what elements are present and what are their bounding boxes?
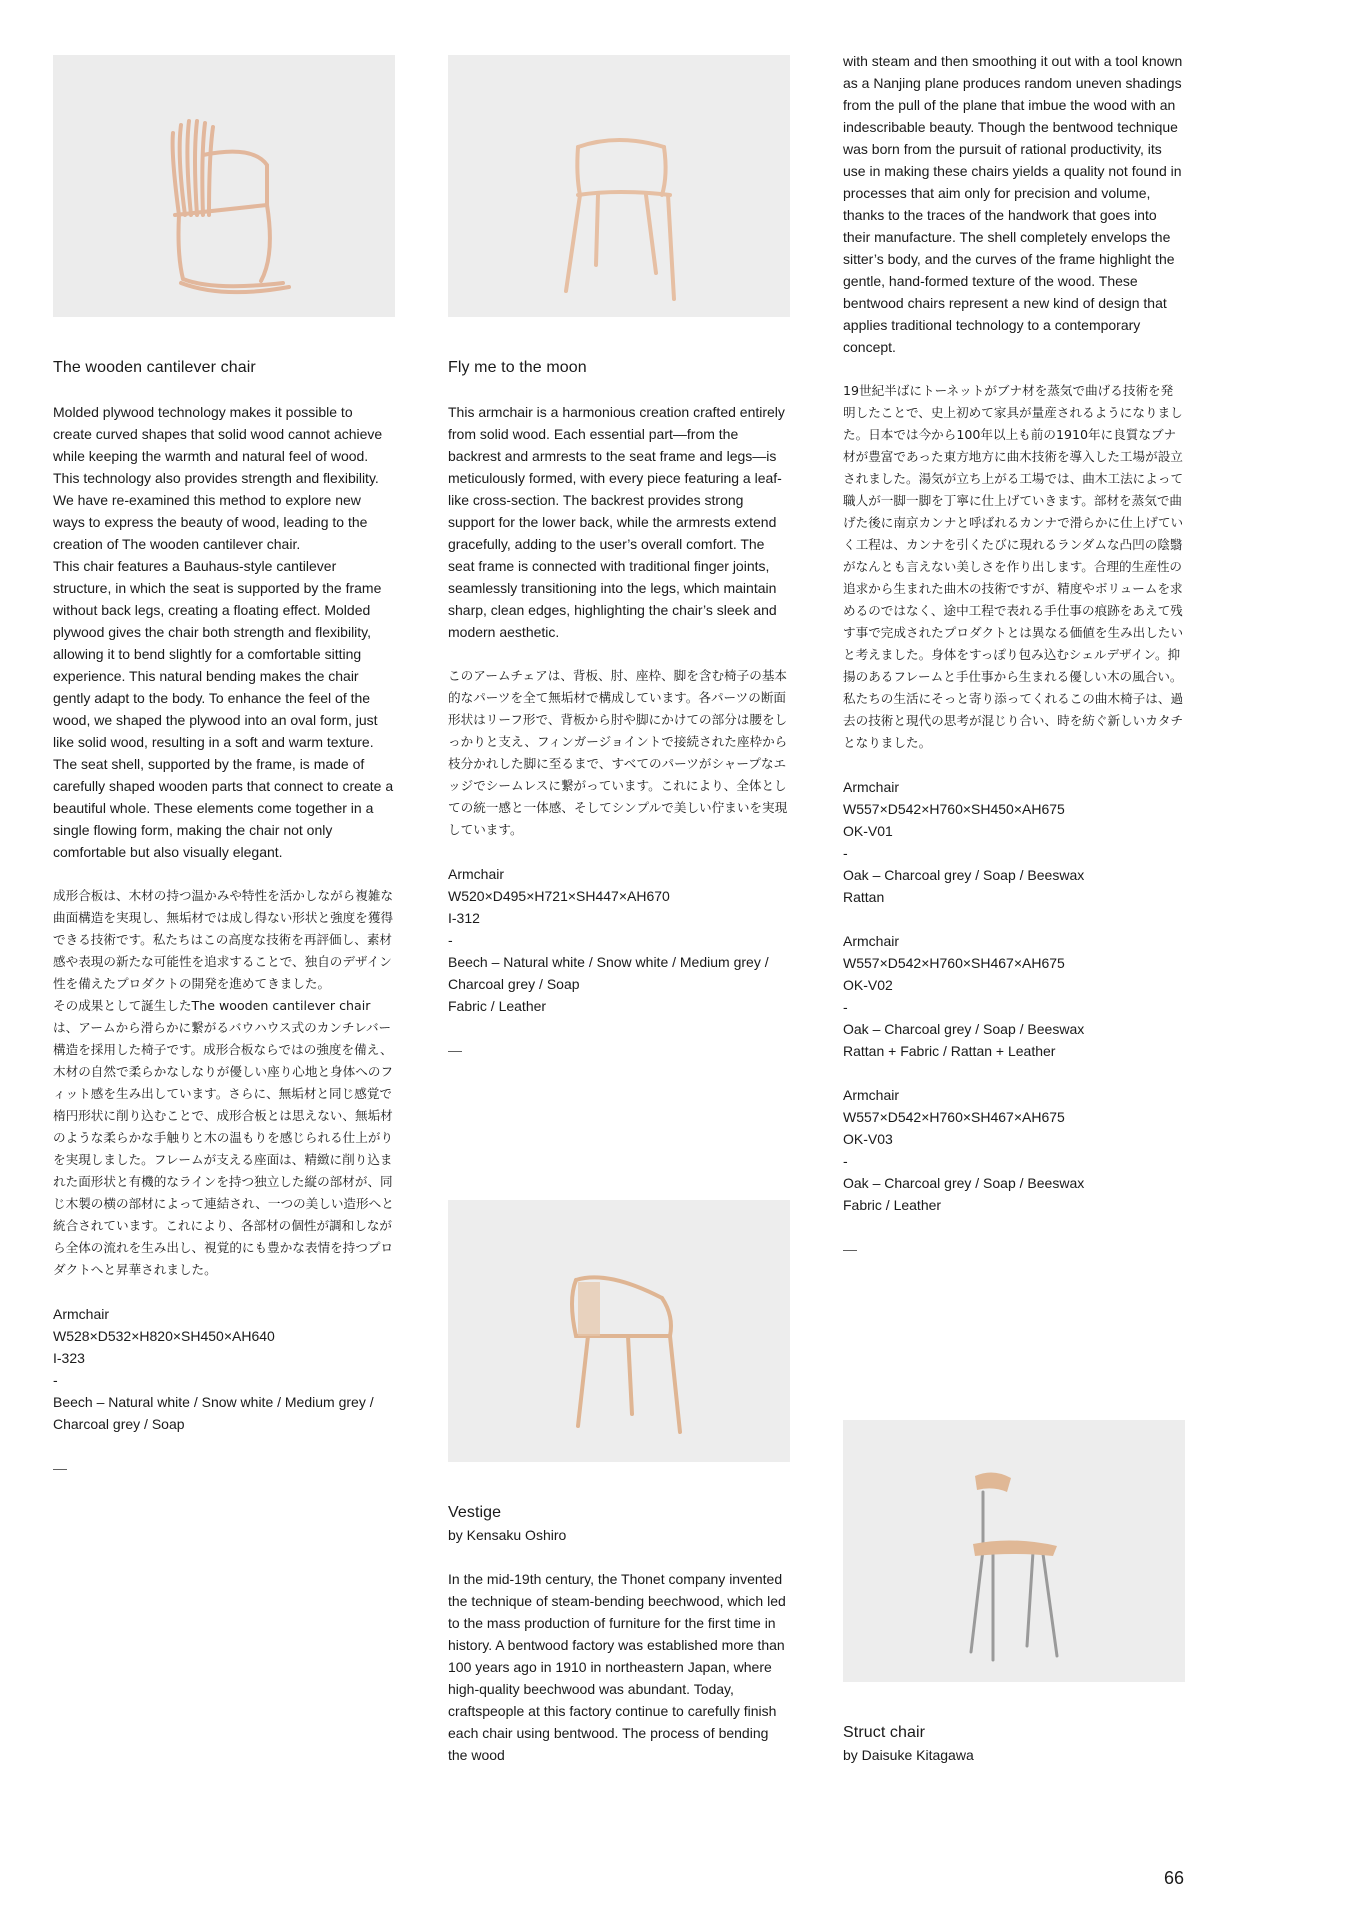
- spec-code: I-323: [53, 1350, 85, 1366]
- byline-vestige: by Kensaku Oshiro: [448, 1527, 567, 1543]
- spec-dims: W557×D542×H760×SH467×AH675: [843, 955, 1065, 971]
- end-rule: —: [53, 1460, 67, 1476]
- spec-finish: Oak – Charcoal grey / Soap / Beeswax: [843, 1021, 1085, 1037]
- spec-type: Armchair: [843, 779, 900, 795]
- byline-struct: by Daisuke Kitagawa: [843, 1747, 974, 1763]
- spec-type: Armchair: [448, 866, 505, 882]
- spec-cantilever: [53, 1303, 395, 1435]
- spec-type: Armchair: [843, 1087, 900, 1103]
- spec-material: Rattan + Fabric / Rattan + Leather: [843, 1043, 1056, 1059]
- spec-vestige-2: [843, 930, 1185, 1062]
- spec-finish: Beech – Natural white / Snow white / Medium grey / Charcoal grey / Soap: [53, 1394, 374, 1432]
- spec-vestige-1: [843, 776, 1185, 908]
- spec-finish: Oak – Charcoal grey / Soap / Beeswax: [843, 1175, 1085, 1191]
- end-rule: —: [448, 1042, 462, 1058]
- spec-type: Armchair: [53, 1306, 110, 1322]
- product-title-struct: Struct chair: [843, 1724, 926, 1741]
- desc-en-vestige-b: with steam and then smoothing it out with a tool known as a Nanjing plane produces random uneven shadings from the pull of the plane that imbue the wood with an indescribable beauty. Though the bentwood technique was born from the pursuit of rational productivity, its use in making these chairs yields a quality not found in processes that aim only for precision and volume, thanks to the traces of the handwork that goes into their manufacture. The shell completely envelops the sitter’s body, and the curves of the frame highlight the gentle, hand-formed texture of the wood. These bentwood chairs represent a new kind of design that applies traditional technology to a contemporary concept.: [843, 53, 1183, 355]
- armchair-photo: [448, 55, 790, 317]
- product-title-cantilever: The wooden cantilever chair: [53, 359, 256, 376]
- product-title-vestige: Vestige: [448, 1504, 502, 1521]
- cantilever-chair-photo: [53, 55, 395, 317]
- desc-jp-vestige: 19世紀半ばにトーネットがブナ材を蒸気で曲げる技術を発明したことで、史上初めて家具が量産されるようになりました。日本では今から100年以上も前の1910年に良質なブナ材が豊富であった東方地方に曲木技術を導入した工場が設立されました。湯気が立ち上がる工場では、曲木工法によって職人が一脚一脚を丁寧に仕上げていきます。部材を蒸気で曲げた後に南京カンナと呼ばれるカンナで滑らかに仕上げていく工程は、カンナを引くたびに現れるランダムな凸凹の陰翳がなんとも言えない美しさを作り出します。合理的生産性の追求から生まれた曲木の技術ですが、精度やボリュームを求めるのではなく、途中工程で表れる手仕事の痕跡をあえて残す事で完成されたプロダクトとは異なる価値を生み出したいと考えました。身体をすっぽり包み込むシェルデザイン。抑揚のあるフレームと手仕事から生まれる優しい木の風合い。私たちの生活にそっと寄り添ってくれるこの曲木椅子は、過去の技術と現代の思考が混じり合い、時を紡ぐ新しいカタチとなりました。: [843, 383, 1184, 750]
- end-rule: —: [843, 1241, 857, 1257]
- spec-code: I-312: [448, 910, 480, 926]
- spec-upholstery: Fabric / Leather: [448, 998, 547, 1014]
- desc-en-cantilever-1: Molded plywood technology makes it possible to create curved shapes that solid wood cannot achieve while keeping the warmth and natural feel of wood. This technology also provides strength and flexibility. We have re-examined this method to explore new ways to express the beauty of wood, leading to the creation of The wooden cantilever chair.: [53, 404, 383, 552]
- desc-en-vestige-a: In the mid-19th century, the Thonet company invented the technique of steam-bending beechwood, which led to the mass production of furniture for the first time in history. A bentwood factory was established more than 100 years ago in 1910 in northeastern Japan, where high-quality beechwood was abundant. Today, craftspeople at this factory continue to carefully finish each chair using bentwood. The process of bending the wood: [448, 1571, 786, 1763]
- spec-separator: -: [448, 932, 453, 948]
- spec-material: Fabric / Leather: [843, 1197, 942, 1213]
- spec-dims: W520×D495×H721×SH447×AH670: [448, 888, 670, 904]
- spec-code: OK-V02: [843, 977, 893, 993]
- page-number: 66: [1163, 1868, 1184, 1888]
- spec-material: Rattan: [843, 889, 885, 905]
- spec-type: Armchair: [843, 933, 900, 949]
- spec-vestige-3: [843, 1084, 1185, 1216]
- struct-chair-photo: [843, 1420, 1185, 1682]
- spec-separator: -: [843, 845, 848, 861]
- spec-dims: W528×D532×H820×SH450×AH640: [53, 1328, 275, 1344]
- spec-code: OK-V03: [843, 1131, 893, 1147]
- spec-separator: -: [53, 1372, 58, 1388]
- spec-dims: W557×D542×H760×SH450×AH675: [843, 801, 1065, 817]
- spec-separator: -: [843, 999, 848, 1015]
- bentwood-chair-photo: [448, 1200, 790, 1462]
- desc-en-cantilever-2: This chair features a Bauhaus-style cantilever structure, in which the seat is supported by the frame without back legs, creating a floating effect. Molded plywood gives the chair both strength and flexibility, allowing it to bend slightly for a comfortable sitting experience. This natural bending makes the chair gently adapt to the body. To enhance the feel of the wood, we shaped the plywood into an oval form, just like solid wood, resulting in a soft and warm texture. The seat shell, supported by the frame, is made of carefully shaped wooden parts that connect to create a beautiful whole. These elements come together in a single flowing form, making the chair not only comfortable but also visually elegant.: [53, 558, 394, 860]
- desc-jp-flyme: このアームチェアは、背板、肘、座枠、脚を含む椅子の基本的なパーツを全て無垢材で構成しています。各パーツの断面形状はリーフ形で、背板から肘や脚にかけての部分は腰をしっかりと支え、フィンガージョイントで接続された座枠から枝分かれした脚に至るまで、すべてのパーツがシャープなエッジでシームレスに繋がっています。これにより、全体としての統一感と一体感、そしてシンプルで美しい佇まいを実現しています。: [448, 668, 788, 837]
- spec-dims: W557×D542×H760×SH467×AH675: [843, 1109, 1065, 1125]
- desc-jp-cantilever-1: 成形合板は、木材の持つ温かみや特性を活かしながら複雑な曲面構造を実現し、無垢材では成し得ない形状と強度を獲得できる技術です。私たちはこの高度な技術を再評価し、素材感や表現の新たな可能性を追求することで、独自のデザイン性を備えたプロダクトの開発を進めてきました。: [53, 888, 394, 991]
- spec-code: OK-V01: [843, 823, 893, 839]
- spec-flyme: [448, 863, 790, 1017]
- product-title-flyme: Fly me to the moon: [448, 359, 587, 376]
- desc-jp-cantilever-2: その成果として誕生したThe wooden cantilever chairは、アームから滑らかに繋がるバウハウス式のカンチレバー構造を採用した椅子です。成形合板ならではの強度を備え、木材の自然で柔らかなしなりが優しい座り心地と身体へのフィット感を生み出しています。さらに、無垢材と同じ感覚で楕円形状に削り込むことで、成形合板とは思えない、無垢材のような柔らかな手触りと木の温もりを感じられる仕上がりを実現しました。フレームが支える座面は、精緻に削り込まれた面形状と有機的なラインを持つ独立した縦の部材が、同じ木製の横の部材によって連結され、一つの美しい造形へと統合されています。これにより、各部材の個性が調和しながら全体の流れを生み出し、視覚的にも豊かな表情を持つプロダクトへと昇華されました。: [53, 998, 394, 1277]
- spec-finish: Oak – Charcoal grey / Soap / Beeswax: [843, 867, 1085, 883]
- spec-separator: -: [843, 1153, 848, 1169]
- desc-en-flyme: This armchair is a harmonious creation crafted entirely from solid wood. Each essential part—from the backrest and armrests to the seat frame and legs—is meticulously formed, with every piece featuring a leaf-like cross-section. The backrest provides strong support for the lower back, while the armrests extend gracefully, adding to the user’s overall comfort. The seat frame is connected with traditional finger joints, seamlessly transitioning into the legs, which maintain sharp, clean edges, highlighting the chair’s sleek and modern aesthetic.: [448, 404, 785, 640]
- spec-finish: Beech – Natural white / Snow white / Medium grey / Charcoal grey / Soap: [448, 954, 769, 992]
